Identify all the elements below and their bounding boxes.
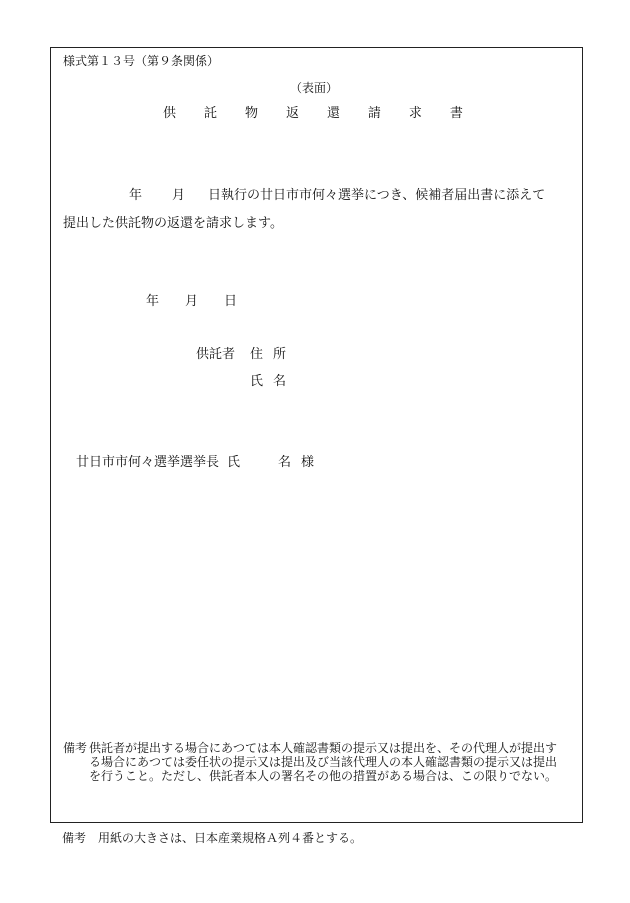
title-char: 求 — [408, 106, 422, 121]
addressee-office: 廿日市市何々選挙選挙長 — [76, 455, 220, 470]
request-year: 年 — [129, 188, 143, 203]
title-char: 返 — [285, 106, 299, 121]
title-char: 還 — [326, 106, 340, 121]
title-char: 供 — [163, 106, 177, 121]
date-year: 年 — [146, 294, 160, 309]
addressee-name-char: 氏 — [227, 455, 241, 470]
inner-note-label: 備考 — [63, 741, 88, 755]
addressee-honorific: 様 — [301, 455, 315, 470]
inner-note-text: 供託者が提出する場合にあつては本人確認書類の提示又は提出を、その代理人が提出する場合にあつては委任状の提示又は提出及び当該代理人の本人確認書類の提示又は提出を行うこと。ただし、供託者本人の署名その他の措置がある場合は、この限りでない。 — [89, 741, 558, 783]
address-char: 所 — [273, 347, 287, 362]
addressee-name-char: 名 — [278, 455, 292, 470]
depositor-label: 供託者 — [196, 347, 236, 362]
form-frame — [50, 47, 583, 823]
title-char: 書 — [449, 106, 463, 121]
outer-note-text: 用紙の大きさは、日本産業規格Ａ列４番とする。 — [98, 831, 363, 845]
request-line-1 — [63, 188, 545, 204]
date-month: 月 — [185, 294, 199, 309]
date-line — [146, 294, 237, 310]
request-line-2: 提出した供託物の返還を請求します。 — [63, 216, 283, 231]
request-sentence-1: 日執行の廿日市市何々選挙につき、候補者届出書に添えて — [208, 188, 546, 203]
outer-note-label: 備考 — [62, 831, 87, 845]
inner-note — [63, 741, 568, 783]
date-day: 日 — [224, 294, 238, 309]
name-char: 名 — [273, 374, 287, 389]
title-char: 託 — [203, 106, 217, 121]
depositor-name-label — [250, 374, 286, 390]
title-char: 請 — [367, 106, 381, 121]
depositor-address-label — [250, 347, 286, 363]
request-month: 月 — [172, 188, 186, 203]
name-char: 氏 — [250, 374, 264, 389]
document-title — [163, 106, 463, 122]
face-label: （表面） — [290, 81, 339, 95]
title-char: 物 — [244, 106, 258, 121]
addressee-line — [76, 455, 314, 471]
address-char: 住 — [250, 347, 264, 362]
outer-note — [62, 831, 362, 845]
form-number: 様式第１３号（第９条関係） — [63, 54, 220, 68]
